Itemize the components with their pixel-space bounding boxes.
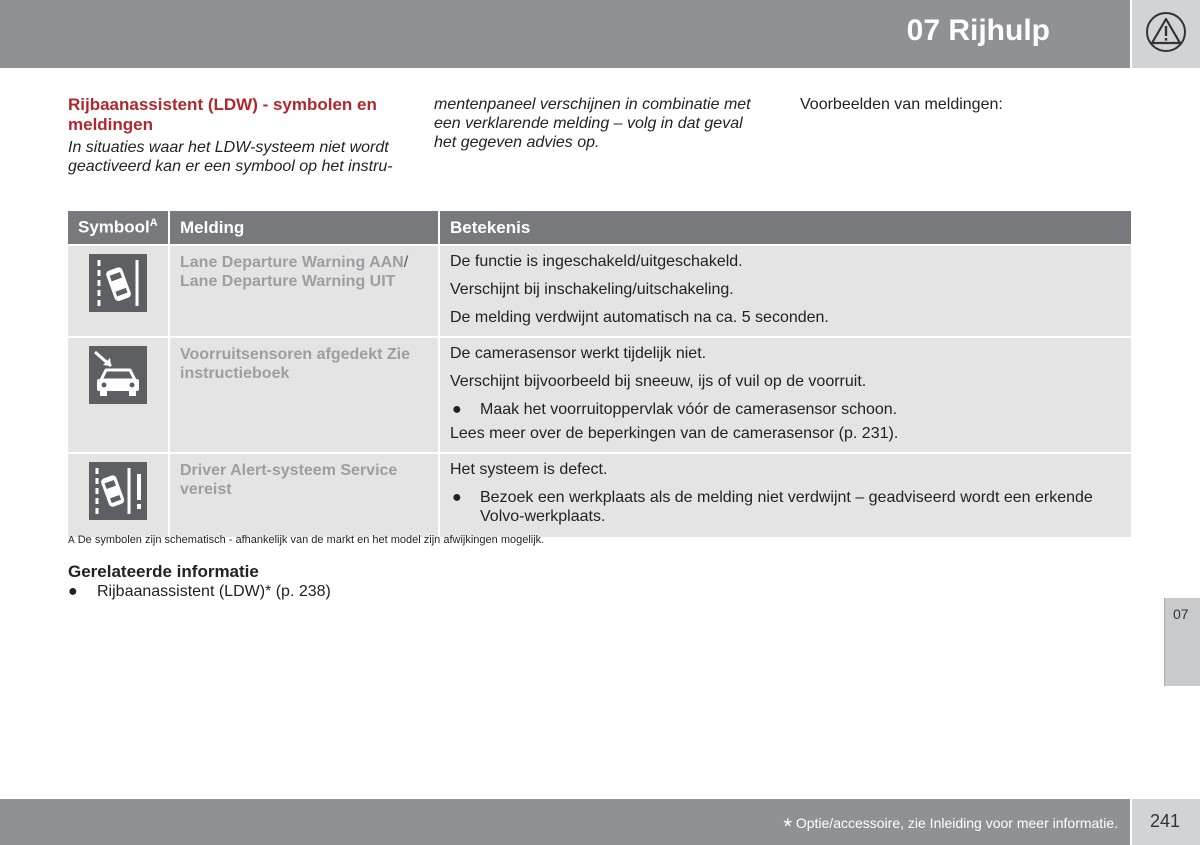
header-symbol-label: Symbool (78, 217, 150, 237)
bullet-dot: ● (452, 401, 462, 418)
examples-label: Voorbeelden van meldingen: (800, 96, 1003, 113)
option-star: * (783, 814, 792, 839)
message-separator: / (403, 254, 409, 271)
bullet-dot: ● (452, 489, 462, 506)
related-link[interactable] (68, 583, 331, 601)
symbol-cell (68, 337, 169, 453)
lane-departure-icon (89, 254, 147, 312)
header-meaning: Betekenis (439, 211, 1131, 245)
message-cell: Voorruitsensoren afgedekt Zie instructieboek (169, 337, 439, 453)
meaning-cell (439, 453, 1131, 537)
table-row (68, 453, 1131, 537)
meaning-line: De functie is ingeschakeld/uitgeschakeld. (450, 253, 743, 270)
message-cell: Driver Alert-systeem Service vereist (169, 453, 439, 537)
meaning-line: Verschijnt bij inschakeling/uitschakeling. (450, 281, 734, 298)
table-row (68, 337, 1131, 453)
warning-triangle-icon (1144, 10, 1188, 54)
meaning-line: De camerasensor werkt tijdelijk niet. (450, 345, 707, 362)
intro-column-1 (68, 95, 408, 176)
symbol-cell (68, 245, 169, 337)
chapter-title: 07 Rijhulp (906, 14, 1050, 47)
bullet-dot: ● (68, 583, 78, 600)
related-info-title: Gerelateerde informatie (68, 562, 259, 581)
intro-text-part-1: In situaties waar het LDW-systeem niet wordt geactiveerd kan er een symbool op het instru- (68, 139, 393, 175)
meaning-line: Het systeem is defect. (450, 461, 608, 478)
footer-note (783, 814, 1118, 840)
header-symbol-footnote-marker: A (149, 217, 158, 230)
meaning-line: Verschijnt bijvoorbeeld bij sneeuw, ijs of vuil op de voorruit. (450, 373, 867, 390)
message-text-off: Lane Departure Warning UIT (180, 273, 396, 290)
meaning-line: Lees meer over de beperkingen van de camerasensor (p. 231). (450, 425, 899, 442)
message-cell (169, 245, 439, 337)
meaning-bullet (450, 400, 1121, 419)
messages-table (68, 211, 1131, 537)
footnote-marker: A (68, 535, 75, 546)
intro-text-part-2: mentenpaneel verschijnen in combinatie met een verklarende melding – volg in dat geval het gegeven advies op. (434, 96, 751, 151)
message-text-on: Lane Departure Warning AAN (180, 254, 404, 271)
table-header-row (68, 211, 1131, 245)
footer-bar (0, 799, 1130, 845)
related-link-text[interactable]: Rijbaanassistent (LDW)* (p. 238) (97, 583, 331, 600)
page-number-box (1132, 799, 1200, 845)
meaning-cell (439, 245, 1131, 337)
meaning-line: De melding verdwijnt automatisch na ca. 5 seconden. (450, 309, 829, 326)
meaning-cell (439, 337, 1131, 453)
section-heading: Rijbaanassistent (LDW) - symbolen en meldingen (68, 95, 377, 134)
chapter-side-tab (1164, 598, 1200, 686)
camera-sensor-car-icon (89, 346, 147, 404)
lane-departure-warning-icon (89, 462, 147, 520)
meaning-bullet (450, 488, 1121, 526)
table-row (68, 245, 1131, 337)
chapter-tab-label: 07 (1173, 606, 1189, 622)
footer-note-text: Optie/accessoire, zie Inleiding voor meer informatie. (795, 815, 1118, 831)
header-message: Melding (169, 211, 439, 245)
symbol-cell (68, 453, 169, 537)
page-number: 241 (1150, 811, 1181, 831)
footnote-text: De symbolen zijn schematisch - afhankelijk van de markt en het model zijn afwijkingen mogelijk. (77, 534, 545, 546)
chapter-icon-box (1132, 0, 1200, 68)
chapter-header-bar (0, 0, 1130, 68)
header-symbol (68, 211, 169, 245)
bullet-text: Maak het voorruitoppervlak vóór de camerasensor schoon. (480, 401, 898, 418)
intro-column-3 (800, 95, 1120, 114)
bullet-text: Bezoek een werkplaats als de melding niet verdwijnt – geadviseerd wordt een erkende Volvo-werkplaats. (480, 489, 1093, 525)
table-footnote (68, 534, 544, 546)
intro-column-2 (434, 95, 769, 152)
